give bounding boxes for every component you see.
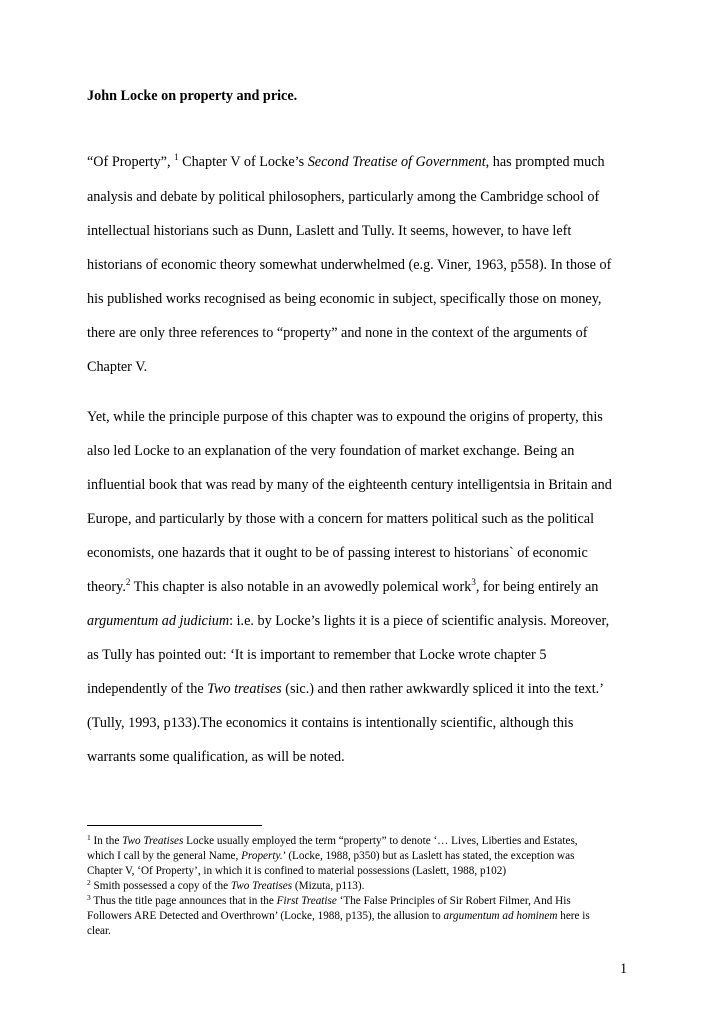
footnote-number: 3 [87,893,91,902]
text-line: (Tully, 1993, p133).The economics it contains is intentionally scientific, although this [87,715,574,731]
page-number: 1 [620,961,628,977]
footnote-1: $^1$ In the Two Treatises Locke usually employed the term “property” to denote ‘… Lives, Liberties and Estates, [87,833,578,847]
latin-phrase: argumentum ad judicium [87,613,230,629]
footnote-number: 2 [87,878,91,887]
footnote-1-line: Chapter V, ‘Of Property’, in which it is confined to material possessions (Laslett, 1988, p102) [87,865,507,877]
text-line: intellectual historians such as Dunn, Laslett and Tully. It seems, however, to have left [87,223,572,239]
text-line: there are only three references to “property” and none in the context of the arguments of [87,325,588,341]
footnote-divider [87,825,262,826]
text-line: Chapter V. [87,359,148,375]
document-title: John Locke on property and price. [87,88,298,104]
text-line: argumentum ad judicium: i.e. by Locke’s lights it is a piece of scientific analysis. Moreover, [87,613,610,629]
footnote-1-line: which I call by the general Name, Property.’ (Locke, 1988, p350) but as Laslett has stated, the exception was [87,850,575,862]
footnote-ref-1[interactable]: 1 [174,152,179,162]
footnote-number: 1 [87,833,91,842]
book-title: Second Treatise of Government [307,154,486,170]
text-line: warrants some qualification, as will be noted. [87,749,345,765]
text-line: historians of economic theory somewhat underwhelmed (e.g. Viner, 1963, p558). In those of [87,257,612,273]
text-line: as Tully has pointed out: ‘It is important to remember that Locke wrote chapter 5 [87,647,547,663]
footnote-3-line: clear. [87,925,111,937]
text-line: economists, one hazards that it ought to be of passing interest to historians` of economic [87,545,588,561]
text-line: analysis and debate by political philosophers, particularly among the Cambridge school of [87,189,600,205]
footnote-ref-3[interactable]: 3 [471,577,476,587]
footnote-3: $^3$ Thus the title page announces that in the First Treatise ‘The False Principles of Sir Robert Filmer, And His [87,893,571,907]
text-line: theory.$^2$ This chapter is also notable in an avowedly polemical work$^3$, for being entirely an [87,577,599,595]
text-line: influential book that was read by many of the eighteenth century intelligentsia in Britain and [87,477,612,493]
text-line: also led Locke to an explanation of the very foundation of market exchange. Being an [87,443,575,459]
book-title: Two treatises [207,681,282,697]
footnote-2: $^2$ Smith possessed a copy of the Two Treatises (Mizuta, p113). [87,878,365,892]
footnote-3-line: Followers ARE Detected and Overthrown’ (Locke, 1988, p135), the allusion to argumentum ad hominem here is [87,910,590,922]
text-line: independently of the Two treatises (sic.) and then rather awkwardly spliced it into the text.’ [87,681,604,697]
text-line: “Of Property”, $^1$ Chapter V of Locke’s Second Treatise of Government, has prompted much [87,152,605,170]
text-line: Yet, while the principle purpose of this chapter was to expound the origins of property, this [87,409,603,425]
text-line: his published works recognised as being economic in subject, specifically those on money, [87,291,602,307]
footnote-ref-2[interactable]: 2 [125,577,131,587]
text-line: Europe, and particularly by those with a concern for matters political such as the political [87,511,595,527]
